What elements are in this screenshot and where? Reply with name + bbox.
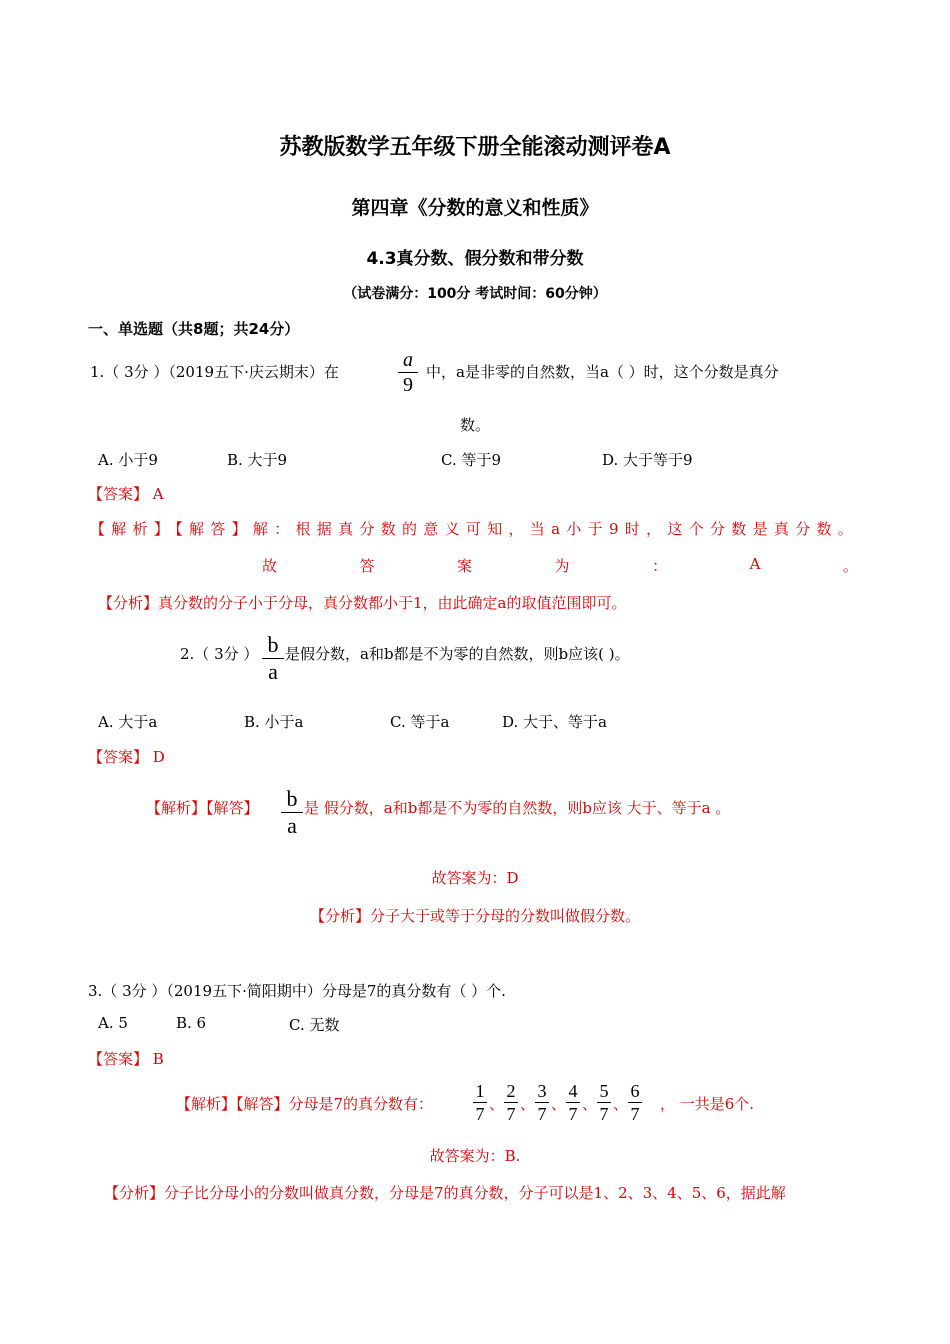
q2-option-d[interactable]: D. 大于、等于a bbox=[502, 713, 607, 731]
q1-analysis-line2-char: 故 bbox=[262, 557, 278, 575]
q3-fraction-numerator: 5 bbox=[599, 1081, 609, 1101]
q1-fraction-denominator: 9 bbox=[403, 374, 413, 396]
section-title: 4.3真分数、假分数和带分数 bbox=[366, 249, 584, 269]
q1-analysis-line2-char: A bbox=[749, 555, 761, 573]
q2-fraction-numerator: b bbox=[267, 632, 279, 657]
q3-fraction-numerator: 1 bbox=[475, 1081, 485, 1101]
q1-stem-suffix: 中，a是非零的自然数，当a（ ）时，这个分数是真分 bbox=[426, 363, 779, 381]
q2-analysis-prefix: 【解析】【解答】 bbox=[146, 799, 259, 817]
q1-analysis-line2-char: ： bbox=[652, 557, 668, 575]
q2-analysis-note: 【分析】分子大于或等于分母的分数叫做假分数。 bbox=[309, 907, 640, 925]
q1-option-a[interactable]: A. 小于9 bbox=[98, 451, 158, 469]
q1-analysis-line2-char: 为 bbox=[554, 557, 570, 575]
q2-option-c[interactable]: C. 等于a bbox=[390, 713, 450, 731]
q2-analysis-suffix: 是 假分数，a和b都是不为零的自然数，则b应该 大于、等于a 。 bbox=[304, 799, 731, 817]
q3-fraction-denominator: 7 bbox=[506, 1104, 516, 1124]
q3-analysis-prefix: 【解析】【解答】分母是7的真分数有： bbox=[176, 1095, 434, 1113]
q3-option-c[interactable]: C. 无数 bbox=[289, 1016, 340, 1034]
q1-option-b[interactable]: B. 大于9 bbox=[227, 451, 288, 469]
q3-analysis-note: 【分析】分子比分母小的分数叫做真分数，分母是7的真分数，分子可以是1、2、3、4、5、6，据此解 bbox=[104, 1184, 786, 1202]
q2-analysis-conclusion: 故答案为：D bbox=[431, 869, 519, 887]
q3-fraction-denominator: 7 bbox=[568, 1104, 578, 1124]
part-title: 一、单选题（共8题；共24分） bbox=[88, 320, 300, 338]
q3-option-a[interactable]: A. 5 bbox=[98, 1014, 128, 1032]
q2-fraction bbox=[262, 634, 284, 683]
q3-fraction-separator: 、 bbox=[489, 1095, 505, 1113]
q3-fraction bbox=[597, 1082, 611, 1123]
q1-analysis-line2-char: 。 bbox=[842, 557, 858, 575]
q3-fraction-separator: 、 bbox=[551, 1095, 567, 1113]
q3-fraction-numerator: 2 bbox=[506, 1081, 516, 1101]
q1-stem-line2: 数。 bbox=[459, 416, 490, 434]
q3-fraction bbox=[566, 1082, 580, 1123]
q3-fraction-denominator: 7 bbox=[599, 1104, 609, 1124]
q3-fraction-denominator: 7 bbox=[630, 1104, 640, 1124]
q1-option-d[interactable]: D. 大于等于9 bbox=[602, 451, 693, 469]
q3-fraction-numerator: 6 bbox=[630, 1081, 640, 1101]
page-title: 苏教版数学五年级下册全能滚动测评卷A bbox=[279, 135, 671, 160]
q3-fraction-separator: 、 bbox=[613, 1095, 629, 1113]
chapter-title: 第四章《分数的意义和性质》 bbox=[351, 197, 599, 219]
q2-option-a[interactable]: A. 大于a bbox=[98, 713, 158, 731]
q3-option-b[interactable]: B. 6 bbox=[176, 1014, 207, 1032]
q1-analysis-line1: 【解析】【解答】解：根据真分数的意义可知，当a小于9时，这个分数是真分数。 bbox=[90, 520, 860, 538]
q3-analysis-conclusion: 故答案为：B. bbox=[429, 1147, 521, 1165]
q3-fraction bbox=[628, 1082, 642, 1123]
q2-analysis-fraction-denominator: a bbox=[287, 813, 297, 838]
q3-fraction bbox=[535, 1082, 549, 1123]
q2-number: 2.（ 3分 ） bbox=[180, 645, 259, 663]
q1-answer: 【答案】 A bbox=[88, 485, 164, 503]
q2-answer: 【答案】 D bbox=[88, 748, 165, 766]
q2-analysis-fraction bbox=[281, 788, 303, 837]
q2-stem: 是假分数，a和b都是不为零的自然数，则b应该( )。 bbox=[285, 645, 630, 663]
q3-stem: 3.（ 3分 ）（2019五下·简阳期中）分母是7的真分数有（ ）个. bbox=[88, 982, 506, 1000]
q3-analysis-suffix: ， 一共是6个. bbox=[660, 1095, 755, 1113]
q3-fraction-numerator: 4 bbox=[568, 1081, 578, 1101]
q3-fraction-separator: 、 bbox=[582, 1095, 598, 1113]
q1-stem-prefix: 1.（ 3分 ）（2019五下·庆云期末）在 bbox=[90, 363, 339, 381]
q1-fraction bbox=[398, 350, 418, 395]
q1-fraction-numerator: a bbox=[403, 349, 413, 371]
q3-fraction-numerator: 3 bbox=[537, 1081, 547, 1101]
q2-option-b[interactable]: B. 小于a bbox=[244, 713, 304, 731]
q1-option-c[interactable]: C. 等于9 bbox=[441, 451, 502, 469]
q3-fraction-denominator: 7 bbox=[537, 1104, 547, 1124]
q1-analysis-line2-char: 答 bbox=[359, 557, 375, 575]
q3-fraction-separator: 、 bbox=[520, 1095, 536, 1113]
q3-fraction-denominator: 7 bbox=[475, 1104, 485, 1124]
q3-fraction bbox=[473, 1082, 487, 1123]
q2-fraction-denominator: a bbox=[268, 659, 278, 684]
q1-analysis-note: 【分析】真分数的分子小于分母，真分数都小于1，由此确定a的取值范围即可。 bbox=[98, 594, 627, 612]
q3-answer: 【答案】 B bbox=[88, 1050, 164, 1068]
q2-analysis-fraction-numerator: b bbox=[286, 786, 298, 811]
q1-analysis-line2-char: 案 bbox=[457, 557, 473, 575]
exam-info: （试卷满分：100分 考试时间：60分钟） bbox=[343, 286, 607, 302]
q1-analysis-line2 bbox=[262, 555, 858, 576]
q3-fraction bbox=[504, 1082, 518, 1123]
